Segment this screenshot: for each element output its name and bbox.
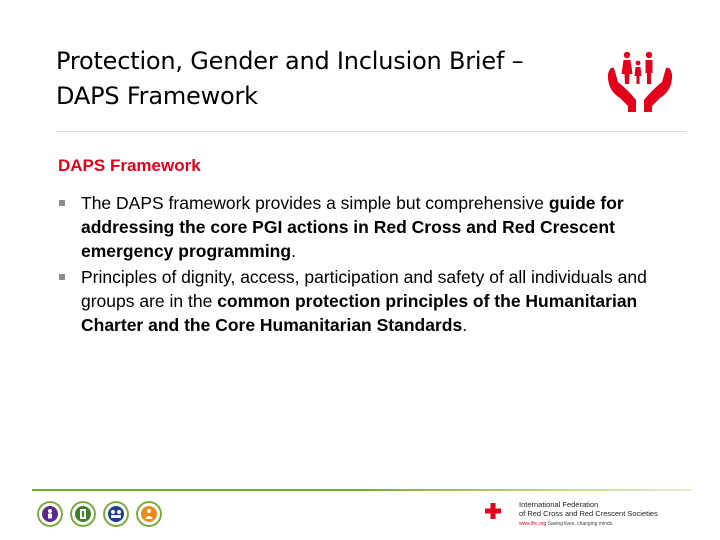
ifrc-name-line-2: of Red Cross and Red Crescent Societies [519,509,658,518]
slide-title-line-2: DAPS Framework [56,82,258,110]
ifrc-tagline-text: Saving lives, changing minds. [547,521,614,527]
bullet-item-2 [58,265,678,337]
section-subheading: DAPS Framework [58,156,201,175]
red-cross-icon [485,503,501,519]
bullet-list [58,191,678,339]
title-divider [56,131,686,132]
ifrc-tagline [519,521,614,527]
bullet-1-end: . [291,241,296,261]
square-bullet-icon [59,274,65,280]
square-bullet-icon [59,200,65,206]
safety-badge-icon [136,501,162,527]
ifrc-name [519,500,658,518]
slide-title [56,44,596,114]
access-badge-icon [70,501,96,527]
participation-badge-icon [103,501,129,527]
ifrc-name-line-1: International Federation [519,500,599,509]
bullet-2-text: Principles of dignity, access, participation and safety of all individuals and groups are in the [81,267,647,311]
partner-badges [37,501,162,527]
ifrc-url: www.ifrc.org [519,521,547,527]
bullet-2-bold-text: common protection principles of the Humanitarian Charter and the Core Humanitarian Standards [81,291,638,335]
bullet-2-end: . [462,315,468,335]
footer-divider [32,489,692,491]
slide-title-line-1: Protection, Gender and Inclusion Brief – [56,47,524,75]
dignity-badge-icon [37,501,63,527]
pgi-hands-family-icon [606,46,674,112]
red-crescent-icon [503,502,517,520]
ifrc-logo [485,500,685,530]
bullet-item-1 [58,191,678,263]
bullet-1-bold-text: guide for addressing the core PGI actions in Red Cross and Red Crescent emergency programming [81,193,624,261]
bullet-1-text: The DAPS framework provides a simple but comprehensive [81,193,549,213]
